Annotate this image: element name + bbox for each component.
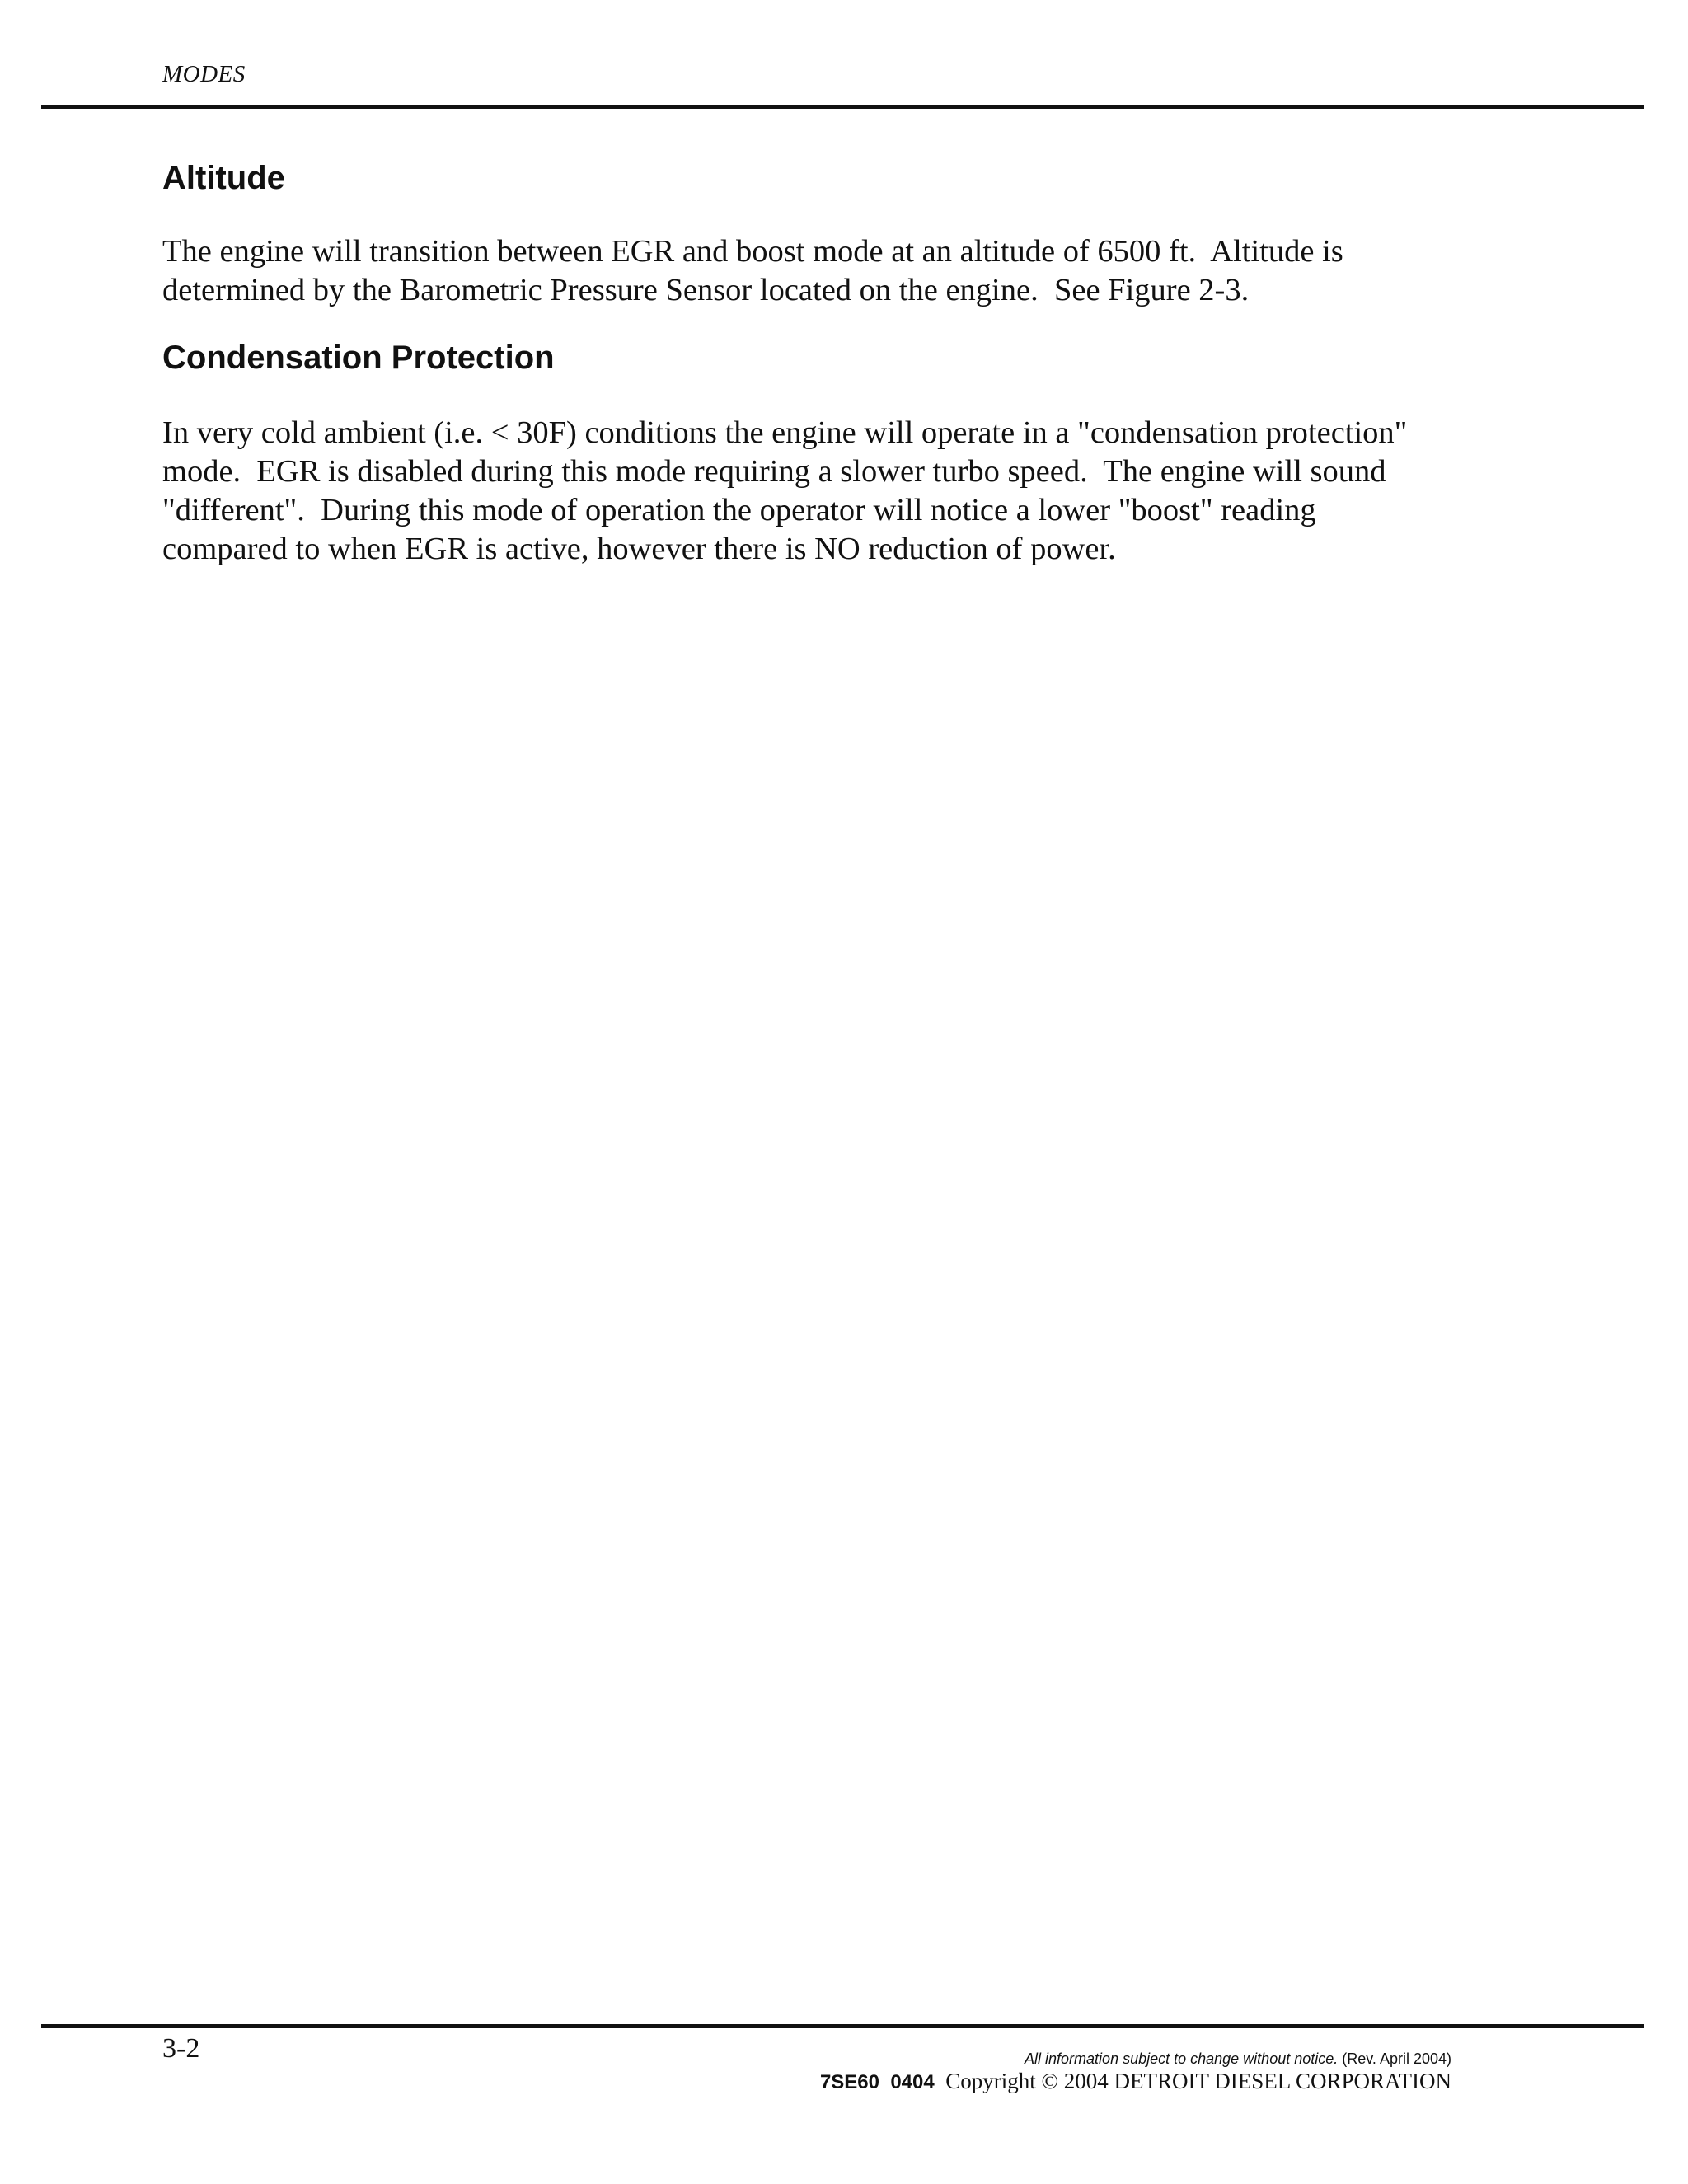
revision-date: (Rev. April 2004) (1342, 2050, 1451, 2067)
paragraph-line: compared to when EGR is active, however there is NO reduction of power. (162, 532, 1116, 566)
footer-notice-line (1025, 2050, 1451, 2068)
footer-rule (41, 2024, 1644, 2028)
paragraph-line: In very cold ambient (i.e. < 30F) conditions the engine will operate in a "condensation protection" (162, 415, 1408, 450)
header-rule (41, 105, 1644, 109)
running-head: MODES (162, 61, 246, 87)
condensation-paragraph (162, 414, 1498, 569)
paragraph-line: "different". During this mode of operation the operator will notice a lower "boost" reading (162, 493, 1316, 527)
section-heading-altitude: Altitude (162, 160, 285, 196)
document-code: 7SE60 0404 (819, 2071, 935, 2093)
copyright-notice: Copyright © 2004 DETROIT DIESEL CORPORATION (945, 2069, 1451, 2093)
footer-copyright-line (820, 2069, 1451, 2094)
section-heading-condensation-protection: Condensation Protection (162, 340, 555, 376)
change-notice: All information subject to change without notice. (1025, 2050, 1339, 2067)
paragraph-line: determined by the Barometric Pressure Sensor located on the engine. See Figure 2-3. (162, 273, 1250, 307)
page-number: 3-2 (162, 2033, 200, 2064)
paragraph-line: The engine will transition between EGR and boost mode at an altitude of 6500 ft. Altitude is (162, 234, 1343, 269)
paragraph-line: mode. EGR is disabled during this mode requiring a slower turbo speed. The engine will sound (162, 454, 1386, 489)
altitude-paragraph (162, 232, 1498, 310)
